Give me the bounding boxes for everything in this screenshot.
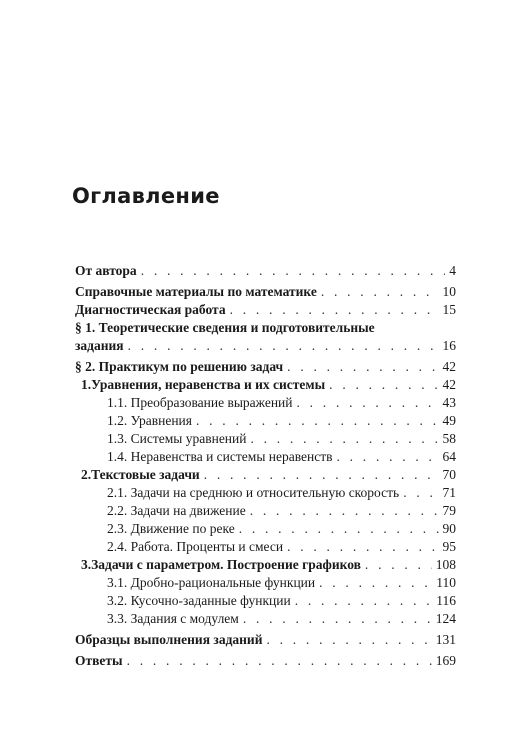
toc-page-number: 49 — [442, 413, 456, 428]
leader-dots — [243, 610, 432, 628]
leader-dots — [297, 394, 439, 412]
toc-page-number: 108 — [435, 557, 456, 572]
toc-entry-title-line2: задания — [75, 338, 124, 353]
toc-entry-samples — [75, 631, 456, 649]
toc-entry-title: § 2. Практикум по решению задач — [75, 359, 284, 374]
toc-subentry: 1.3. Системы уравнений . . . 58 — [75, 430, 456, 448]
toc-subentry: 3.3. Задания с модулем . . . 124 — [75, 610, 456, 628]
toc-page-number: 79 — [442, 503, 456, 518]
toc-page-number: 42 — [442, 377, 456, 392]
leader-dots — [295, 592, 433, 610]
toc-entry-diagnostic — [75, 301, 456, 319]
leader-dots — [141, 262, 446, 280]
toc-entry-title-line1: § 1. Теоретические сведения и подготовительные — [75, 320, 375, 335]
leader-dots — [196, 412, 439, 430]
toc-page-number: 70 — [442, 467, 456, 482]
toc-page-number: 131 — [435, 632, 456, 647]
toc-page-number: 95 — [442, 539, 456, 554]
leader-dots — [287, 358, 438, 376]
toc-entry-section-1 — [75, 319, 456, 355]
leader-dots — [204, 466, 439, 484]
toc-entry-chapter-1 — [75, 376, 456, 394]
toc-subentry: 1.1. Преобразование выражений . . . 43 — [75, 394, 456, 412]
toc-subentry: 1.2. Уравнения . . . 49 — [75, 412, 456, 430]
leader-dots — [365, 556, 432, 574]
toc-entry-answers — [75, 652, 456, 670]
toc-page-number: 4 — [449, 263, 456, 278]
toc-entry-chapter-3 — [75, 556, 456, 574]
toc-page-number: 58 — [442, 431, 456, 446]
toc-subentry: 2.2. Задачи на движение . . . 79 — [75, 502, 456, 520]
toc-entry-author — [75, 262, 456, 280]
toc-entry-chapter-2 — [75, 466, 456, 484]
toc-subentry: 3.1. Дробно-рациональные функции . . . 110 — [75, 574, 456, 592]
toc-page-number: 42 — [442, 359, 456, 374]
leader-dots — [230, 301, 439, 319]
leader-dots — [250, 502, 439, 520]
toc-page-number: 64 — [442, 449, 456, 464]
leader-dots — [287, 538, 438, 556]
leader-dots — [127, 652, 432, 670]
chapter-number: 1. — [81, 377, 92, 392]
toc-subentry: 2.1. Задачи на среднюю и относительную скорость . . . 71 — [75, 484, 456, 502]
chapter-number: 2. — [81, 467, 92, 482]
leader-dots — [403, 484, 438, 502]
toc-page-number: 71 — [442, 485, 456, 500]
toc-entry-reference — [75, 283, 456, 301]
toc-page-number: 110 — [436, 575, 456, 590]
toc-entry-title: Образцы выполнения заданий — [75, 632, 263, 647]
chapter-number: 3. — [81, 557, 92, 572]
toc-page-number: 15 — [442, 302, 456, 317]
toc-entry-title: Задачи с параметром. Построение графиков — [91, 557, 361, 572]
toc-page-number: 16 — [442, 338, 456, 353]
leader-dots — [321, 283, 439, 301]
toc-page-number: 124 — [435, 611, 456, 626]
toc-subentry: 2.4. Работа. Проценты и смеси . . . 95 — [75, 538, 456, 556]
toc-subentry: 1.4. Неравенства и системы неравенств . . . 64 — [75, 448, 456, 466]
leader-dots — [337, 448, 439, 466]
toc-entry-title: От автора — [75, 263, 137, 278]
toc-entry-title: Ответы — [75, 653, 123, 668]
toc-entry-title: Диагностическая работа — [75, 302, 226, 317]
toc-subentry: 3.2. Кусочно-заданные функции . . . 116 — [75, 592, 456, 610]
toc-page-number: 116 — [436, 593, 456, 608]
page-title: Оглавление — [72, 184, 220, 208]
toc-subentry: 2.3. Движение по реке . . . 90 — [75, 520, 456, 538]
toc-entry-section-2 — [75, 358, 456, 376]
leader-dots — [266, 631, 431, 649]
leader-dots — [239, 520, 439, 538]
leader-dots — [250, 430, 438, 448]
toc-page-number: 90 — [442, 521, 456, 536]
leader-dots — [329, 376, 438, 394]
table-of-contents — [75, 262, 456, 670]
toc-page-number: 43 — [442, 395, 456, 410]
toc-entry-title: Уравнения, неравенства и их системы — [91, 377, 326, 392]
toc-entry-title: Текстовые задачи — [91, 467, 200, 482]
toc-page-number: 10 — [442, 284, 456, 299]
toc-page-number: 169 — [435, 653, 456, 668]
leader-dots — [128, 337, 439, 355]
toc-entry-title: Справочные материалы по математике — [75, 284, 317, 299]
leader-dots — [319, 574, 432, 592]
